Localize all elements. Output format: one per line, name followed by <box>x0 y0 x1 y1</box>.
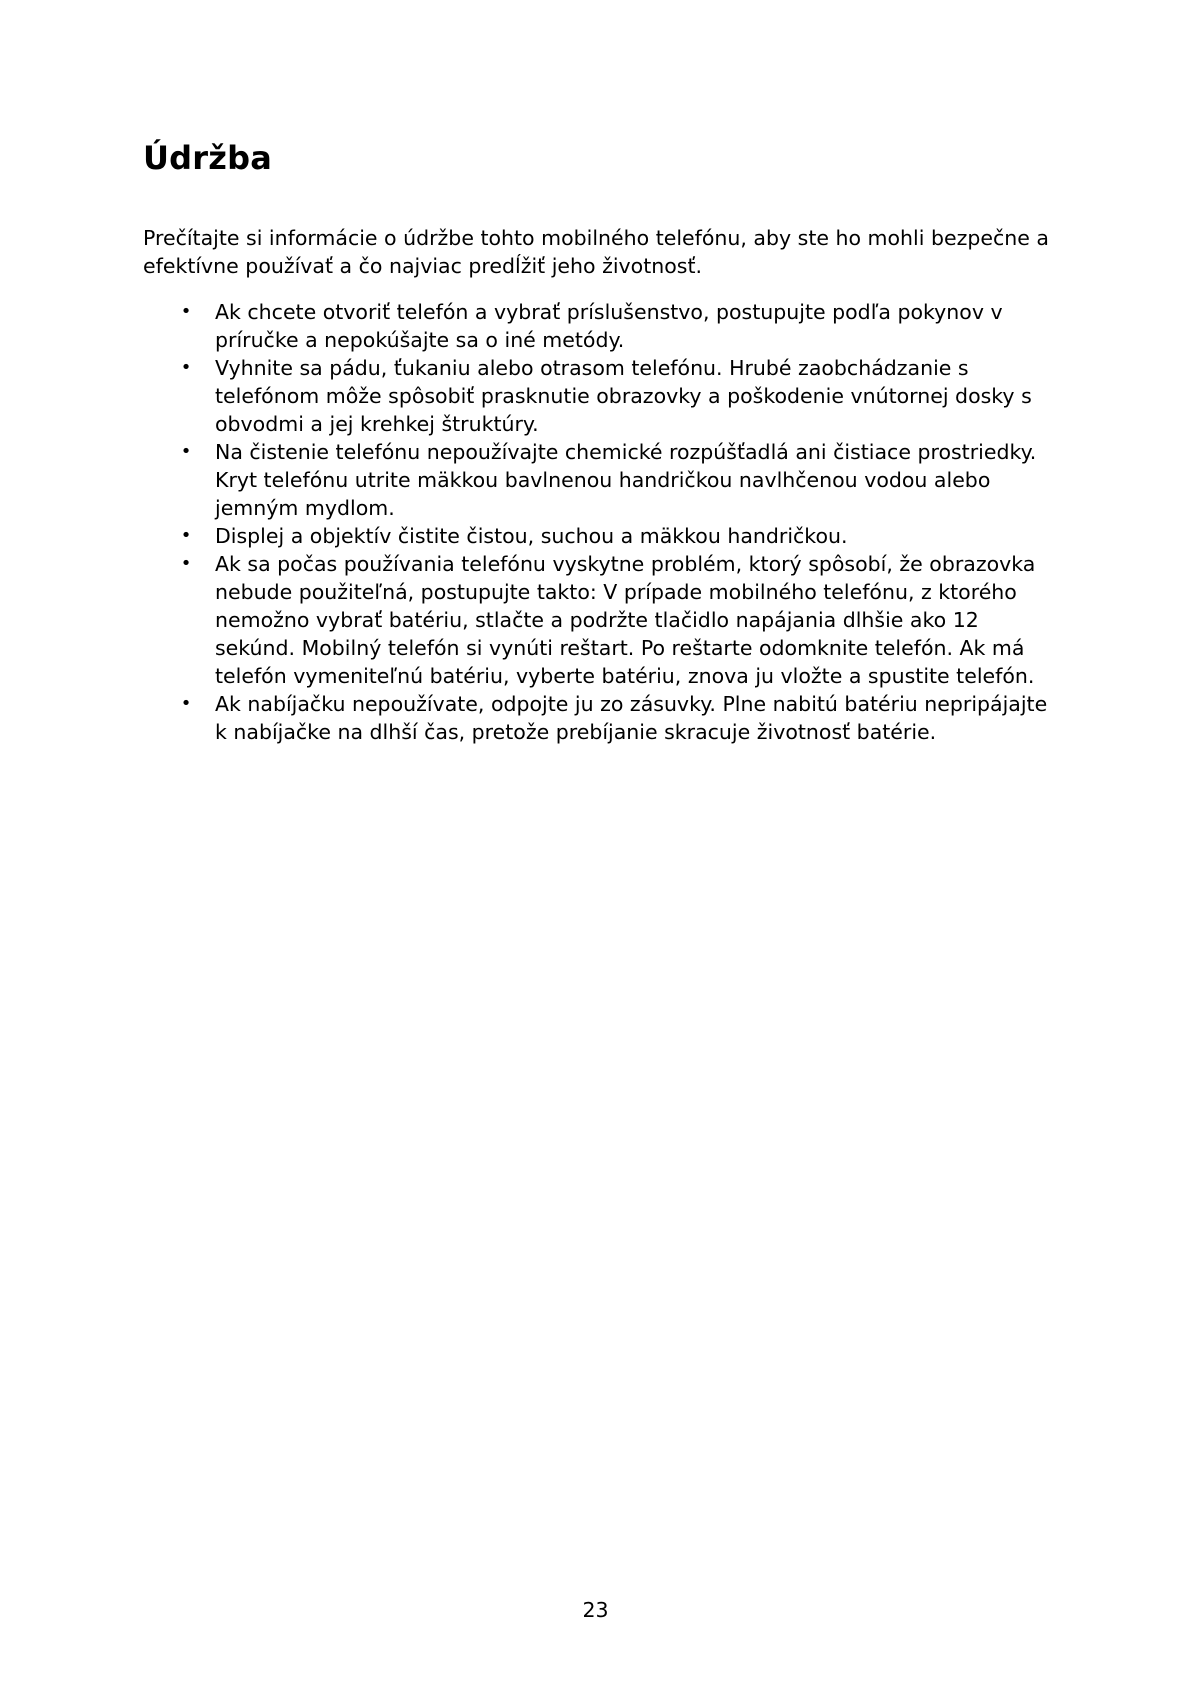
list-item-text: Ak sa počas používania telefónu vyskytne problém, ktorý spôsobí, že obrazovka nebude použiteľná, postupujte takto: V prípade mobilného telefónu, z ktorého nemožno vybrať batériu, stlačte a podržte tlačidlo napájania dlhšie ako 12 sekúnd. Mobilný telefón si vynúti reštart. Po reštarte odomknite telefón. Ak má telefón vymeniteľnú batériu, vyberte batériu, znova ju vložte a spustite telefón. <box>215 552 1036 688</box>
list-item-text: Vyhnite sa pádu, ťukaniu alebo otrasom telefónu. Hrubé zaobchádzanie s telefónom môže spôsobiť prasknutie obrazovky a poškodenie vnútornej dosky s obvodmi a jej krehkej štruktúry. <box>215 356 1032 436</box>
intro-paragraph: Prečítajte si informácie o údržbe tohto mobilného telefónu, aby ste ho mohli bezpečne a efektívne používať a čo najviac predĺžiť jeho životnosť. <box>143 226 1049 278</box>
bullet-icon: • <box>180 357 192 378</box>
bullet-icon: • <box>180 553 192 574</box>
list-item <box>143 298 1063 354</box>
maintenance-list <box>143 298 1063 746</box>
bullet-icon: • <box>180 301 192 322</box>
list-item-text: Na čistenie telefónu nepoužívajte chemické rozpúšťadlá ani čistiace prostriedky. Kryt telefónu utrite mäkkou bavlnenou handričkou navlhčenou vodou alebo jemným mydlom. <box>215 440 1037 520</box>
list-item <box>143 550 1063 690</box>
bullet-icon: • <box>180 441 192 462</box>
bullet-icon: • <box>180 525 192 546</box>
list-item <box>143 438 1063 522</box>
list-item-text: Ak nabíjačku nepoužívate, odpojte ju zo zásuvky. Plne nabitú batériu nepripájajte k nabíjačke na dlhší čas, pretože prebíjanie skracuje životnosť batérie. <box>215 692 1048 744</box>
list-item <box>143 690 1063 746</box>
bullet-icon: • <box>180 693 192 714</box>
list-item-text: Displej a objektív čistite čistou, suchou a mäkkou handričkou. <box>215 524 848 548</box>
list-item <box>143 522 1063 550</box>
list-item <box>143 354 1063 438</box>
page-number: 23 <box>582 1598 609 1622</box>
page-title: Údržba <box>143 139 272 177</box>
list-item-text: Ak chcete otvoriť telefón a vybrať príslušenstvo, postupujte podľa pokynov v príručke a nepokúšajte sa o iné metódy. <box>215 300 1003 352</box>
